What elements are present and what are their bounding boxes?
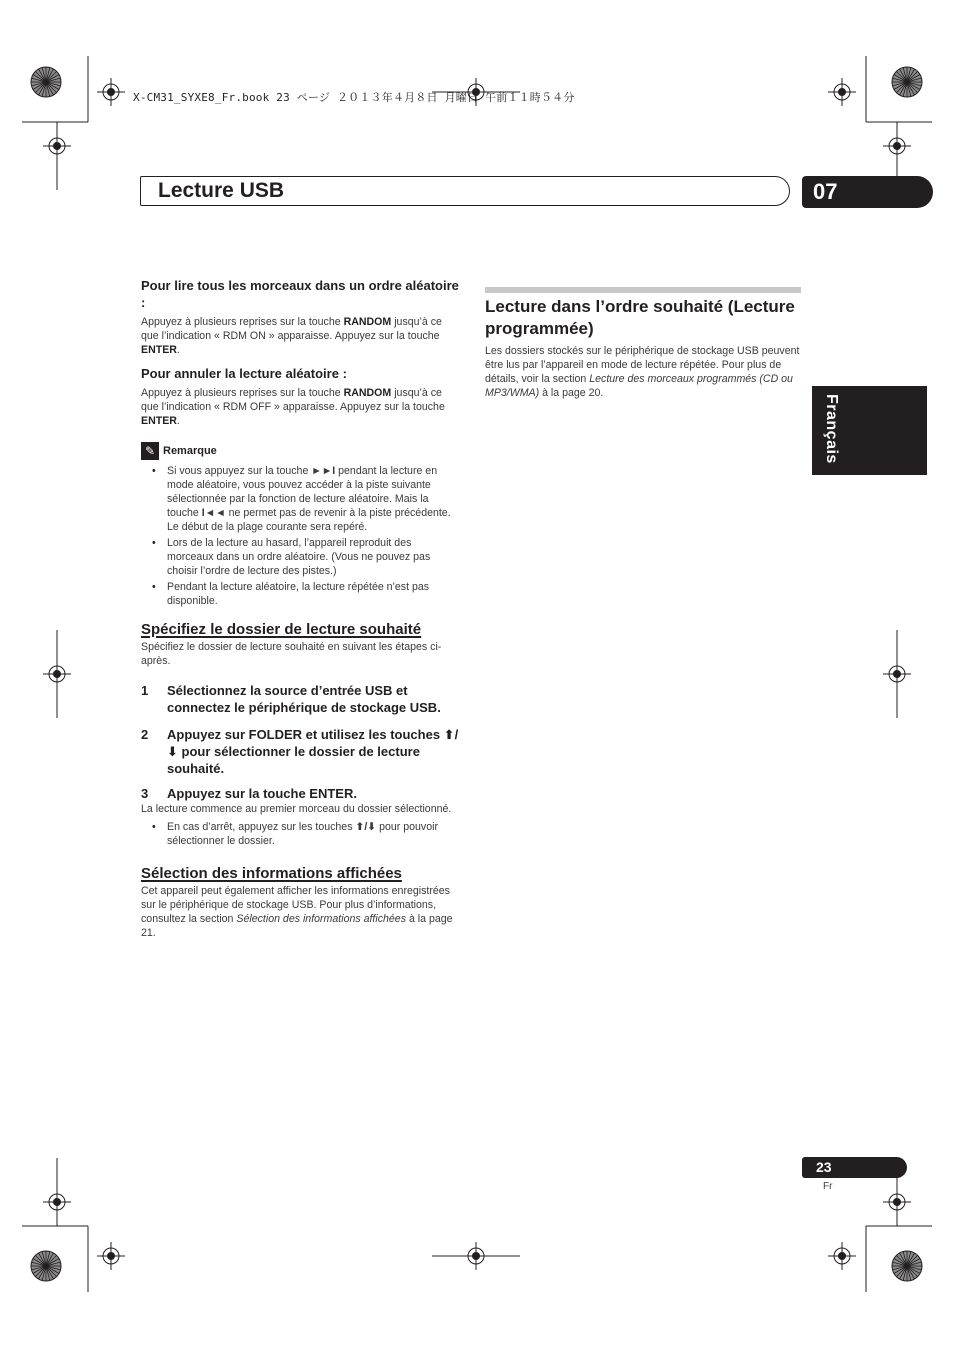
list-item: • En cas d’arrêt, appuyez sur les touches ⬆/⬇ pour pouvoir sélectionner le dossier. bbox=[141, 820, 459, 848]
chapter-title-bar bbox=[140, 176, 790, 206]
next-track-icon: ►►I bbox=[311, 465, 336, 477]
list-item: • Pendant la lecture aléatoire, la lecture répétée n’est pas disponible. bbox=[141, 580, 459, 608]
page-number-badge bbox=[802, 1157, 907, 1178]
section-rule bbox=[485, 287, 801, 293]
folder-section-intro: Spécifiez le dossier de lecture souhaité en suivant les étapes ci-après. bbox=[141, 641, 442, 667]
enter-key: ENTER bbox=[141, 344, 177, 356]
registration-starburst bbox=[31, 67, 61, 97]
random-key: RANDOM bbox=[343, 387, 392, 399]
random-body: Appuyez à plusieurs reprises sur la touche RANDOM jusqu’à ce que l’indication « RDM ON » apparaisse. Appuyez sur la touche ENTER. bbox=[141, 316, 442, 356]
chapter-badge bbox=[802, 176, 933, 208]
left-column bbox=[141, 277, 459, 940]
registration-cross bbox=[828, 78, 856, 106]
note-label: Remarque bbox=[163, 445, 217, 457]
page-title: Lecture USB bbox=[158, 179, 285, 202]
language-tab bbox=[812, 386, 927, 475]
step-3: 3 Appuyez sur la touche ENTER. bbox=[141, 786, 357, 801]
list-item: • Si vous appuyez sur la touche ►►I pendant la lecture en mode aléatoire, vous pouvez accéder à la piste suivante sélectionnée par la fonction de lecture aléatoire. Mais la touche I◄◄ ne permet pas de revenir à la piste précédente. Le début de la plage courante sera repéré. bbox=[141, 464, 459, 534]
book-file-line: X-CM31_SYXE8_Fr.book 23 ページ ２０１３年４月８日 月曜日 午前１１時５４分 bbox=[133, 91, 575, 104]
cross-reference: Sélection des informations affichées bbox=[236, 913, 406, 925]
registration-starburst bbox=[892, 1251, 922, 1281]
step-3-body: La lecture commence au premier morceau du dossier sélectionné. bbox=[141, 803, 452, 815]
registration-starburst bbox=[892, 67, 922, 97]
previous-track-icon: I◄◄ bbox=[201, 507, 226, 519]
registration-cross bbox=[828, 1242, 856, 1270]
program-play-heading: Lecture dans l’ordre souhaité (Lecture programmée) bbox=[485, 297, 795, 338]
list-item: • Lors de la lecture au hasard, l’appareil reproduit des morceaux dans un ordre aléatoire. (Vous ne pouvez pas choisir l’ordre de lecture des pistes.) bbox=[141, 536, 459, 578]
step-2: 2 Appuyez sur FOLDER et utilisez les touches ⬆/⬇ pour sélectionner le dossier de lecture souhaité. bbox=[141, 727, 459, 776]
language-label: Français bbox=[823, 394, 840, 464]
registration-cross bbox=[97, 78, 125, 106]
folder-section-heading: Spécifiez le dossier de lecture souhaité bbox=[141, 621, 422, 638]
cross-reference: Lecture des morceaux programmés (CD ou MP3/WMA) bbox=[485, 373, 793, 399]
registration-cross bbox=[97, 1242, 125, 1270]
pencil-note-icon: ✎ bbox=[141, 442, 159, 460]
step-1: 1 Sélectionnez la source d’entrée USB et connectez le périphérique de stockage USB. bbox=[141, 683, 441, 715]
up-down-arrow-icon: ⬆/⬇ bbox=[355, 821, 377, 833]
note-list bbox=[141, 464, 459, 608]
chapter-number: 07 bbox=[813, 179, 838, 204]
info-section-heading: Sélection des informations affichées bbox=[141, 865, 402, 882]
note-header bbox=[141, 442, 459, 460]
enter-key: ENTER bbox=[141, 415, 177, 427]
cancel-random-heading: Pour annuler la lecture aléatoire : bbox=[141, 366, 347, 381]
random-key: RANDOM bbox=[343, 316, 392, 328]
cancel-random-body: Appuyez à plusieurs reprises sur la touche RANDOM jusqu’à ce que l’indication « RDM OFF » apparaisse. Appuyez sur la touche ENTER. bbox=[141, 387, 445, 427]
up-down-arrow-icon: ⬆/⬇ bbox=[167, 727, 459, 759]
page-language-code: Fr bbox=[823, 1181, 833, 1192]
step-3-list bbox=[141, 820, 459, 848]
registration-starburst bbox=[31, 1251, 61, 1281]
info-section-body: Cet appareil peut également afficher les informations enregistrées sur le périphérique de stockage USB. Pour plus d’informations, consultez la section Sélection des informations affichées à la page 21. bbox=[141, 885, 453, 939]
program-play-body: Les dossiers stockés sur le périphérique de stockage USB peuvent être lus par l’appareil en mode de lecture répétée. Pour plus de détails, voir la section Lecture des morceaux programmés (CD ou MP3/WMA) à la page 20. bbox=[485, 345, 800, 399]
page-number: 23 bbox=[816, 1159, 832, 1175]
right-column bbox=[485, 296, 803, 400]
random-heading: Pour lire tous les morceaux dans un ordre aléatoire : bbox=[141, 278, 459, 310]
